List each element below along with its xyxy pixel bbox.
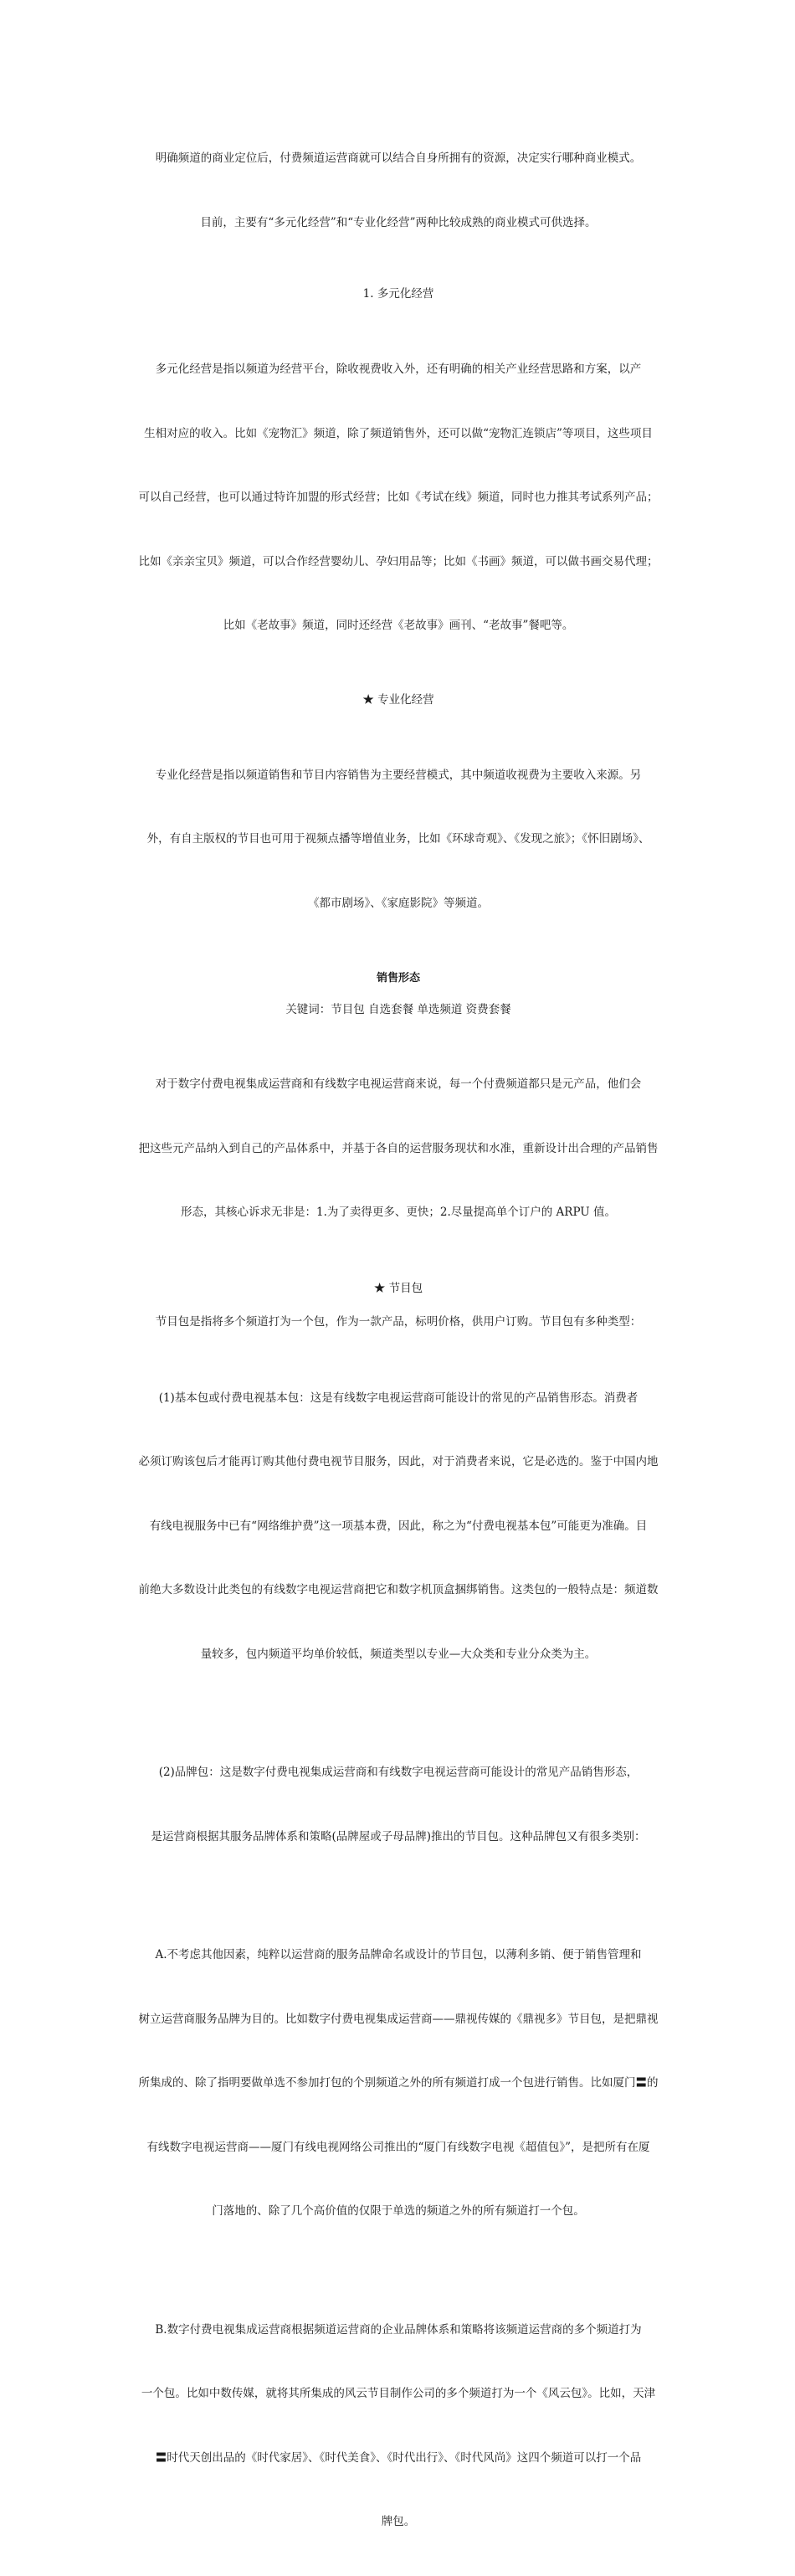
section-heading-sales-form: 销售形态 bbox=[376, 972, 420, 985]
text-line: 树立运营商服务品牌为目的。比如数字付费电视集成运营商——鼎视传媒的《鼎视多》节目包，是把鼎视 bbox=[138, 2012, 659, 2026]
sales-paragraph bbox=[117, 1031, 680, 1267]
text-line: 比如《老故事》频道，同时还经营《老故事》画刊、“老故事”餐吧等。 bbox=[223, 619, 574, 632]
text-line: 可以自己经营，也可以通过特许加盟的形式经营；比如《考试在线》频道，同时也力推其考试系列产品； bbox=[138, 491, 659, 504]
brand-package-type-b-paragraph bbox=[117, 2277, 680, 2576]
document-body bbox=[117, 105, 680, 2576]
text-line: A.不考虑其他因素，纯粹以运营商的服务品牌命名或设计的节目包，以薄利多销、便于销售管理和 bbox=[155, 1948, 642, 1962]
specialized-paragraph bbox=[117, 722, 680, 958]
text-line: B.数字付费电视集成运营商根据频道运营商的企业品牌体系和策略将该频道运营商的多个频道打为 bbox=[155, 2322, 642, 2337]
text-line: 前绝大多数设计此类包的有线数字电视运营商把它和数字机顶盒捆绑销售。这类包的一般特点是：频道数 bbox=[138, 1583, 659, 1597]
text-line: 生相对应的收入。比如《宠物汇》频道，除了频道销售外，还可以做“宠物汇连锁店”等项目，这些项目 bbox=[144, 426, 653, 440]
text-line: (1)基本包或付费电视基本包：这是有线数字电视运营商可能设计的常见的产品销售形态。消费者 bbox=[158, 1391, 639, 1405]
brand-package-type-a-paragraph bbox=[117, 1902, 680, 2265]
text-line: 专业化经营是指以频道销售和节目内容销售为主要经营模式，其中频道收视费为主要收入来源。另 bbox=[155, 768, 642, 782]
text-line: 是运营商根据其服务品牌体系和策略(品牌屋或子母品牌)推出的节目包。这种品牌包又有很多类别： bbox=[151, 1829, 646, 1843]
text-line: 所集成的、除了指明要做单选不参加打包的个别频道之外的所有频道打成一个包进行销售。比如厦门〓的 bbox=[138, 2076, 659, 2090]
section-heading-specialized: ★ 专业化经营 bbox=[362, 692, 434, 707]
text-line: 有线数字电视运营商——厦门有线电视网络公司推出的“厦门有线数字电视《超值包》”，是把所有在厦 bbox=[146, 2140, 650, 2154]
text-line: 有线电视服务中已有“网络维护费”这一项基本费，因此，称之为“付费电视基本包”可能更为准确。目 bbox=[149, 1519, 648, 1533]
text-line: 形态，其核心诉求无非是：1.为了卖得更多、更快；2.尽量提高单个订户的 ARPU 值。 bbox=[181, 1206, 616, 1219]
text-line: 牌包。 bbox=[381, 2515, 416, 2528]
text-line: 对于数字付费电视集成运营商和有线数字电视运营商来说，每一个付费频道都只是元产品，他们会 bbox=[155, 1077, 642, 1091]
text-line: 量较多，包内频道平均单价较低，频道类型以专业—大众类和专业分众类为主。 bbox=[200, 1647, 597, 1661]
diversified-paragraph bbox=[117, 316, 680, 680]
text-line: 门落地的、除了几个高价值的仅限于单选的频道之外的所有频道打一个包。 bbox=[212, 2204, 585, 2218]
text-line: 目前，主要有“多元化经营”和“专业化经营”两种比较成熟的商业模式可供选择。 bbox=[200, 215, 597, 229]
text-line: 把这些元产品纳入到自己的产品体系中，并基于各自的运营服务现状和水准，重新设计出合理的产品销售 bbox=[138, 1141, 659, 1155]
package-intro-line: 节目包是指将多个频道打为一个包，作为一款产品，标明价格，供用户订购。节目包有多种类型： bbox=[155, 1314, 642, 1329]
text-line: 〓时代天创出品的《时代家居》、《时代美食》、《时代出行》、《时代风尚》这四个频道可以打一个品 bbox=[155, 2450, 642, 2465]
basic-package-paragraph bbox=[117, 1345, 680, 1709]
intro-paragraph bbox=[117, 105, 680, 276]
text-line: (2)品牌包：这是数字付费电视集成运营商和有线数字电视运营商可能设计的常见产品销售形态， bbox=[158, 1766, 639, 1779]
text-line: 外，有自主版权的节目也可用于视频点播等增值业务，比如《环球奇观》、《发现之旅》；《怀旧剧场》、 bbox=[146, 832, 650, 846]
text-line: 多元化经营是指以频道为经营平台，除收视费收入外，还有明确的相关产业经营思路和方案，以产 bbox=[155, 362, 642, 376]
section-heading-diversified: 1. 多元化经营 bbox=[362, 287, 434, 301]
text-line: 一个包。比如中数传媒，就将其所集成的风云节目制作公司的多个频道打为一个《风云包》。比如，天津 bbox=[141, 2387, 656, 2400]
keywords-line: 关键词：节目包 自选套餐 单选频道 资费套餐 bbox=[285, 1003, 511, 1016]
text-line: 比如《亲亲宝贝》频道，可以合作经营婴幼儿、孕妇用品等；比如《书画》频道，可以做书画交易代理； bbox=[138, 554, 659, 568]
text-line: 《都市剧场》、《家庭影院》等频道。 bbox=[308, 896, 489, 910]
section-heading-program-package: ★ 节目包 bbox=[373, 1281, 423, 1295]
text-line: 必须订购该包后才能再订购其他付费电视节目服务，因此，对于消费者来说，它是必选的。鉴于中国内地 bbox=[138, 1455, 659, 1468]
brand-package-paragraph bbox=[117, 1720, 680, 1890]
text-line: 明确频道的商业定位后，付费频道运营商就可以结合自身所拥有的资源，决定实行哪种商业模式。 bbox=[155, 152, 642, 165]
